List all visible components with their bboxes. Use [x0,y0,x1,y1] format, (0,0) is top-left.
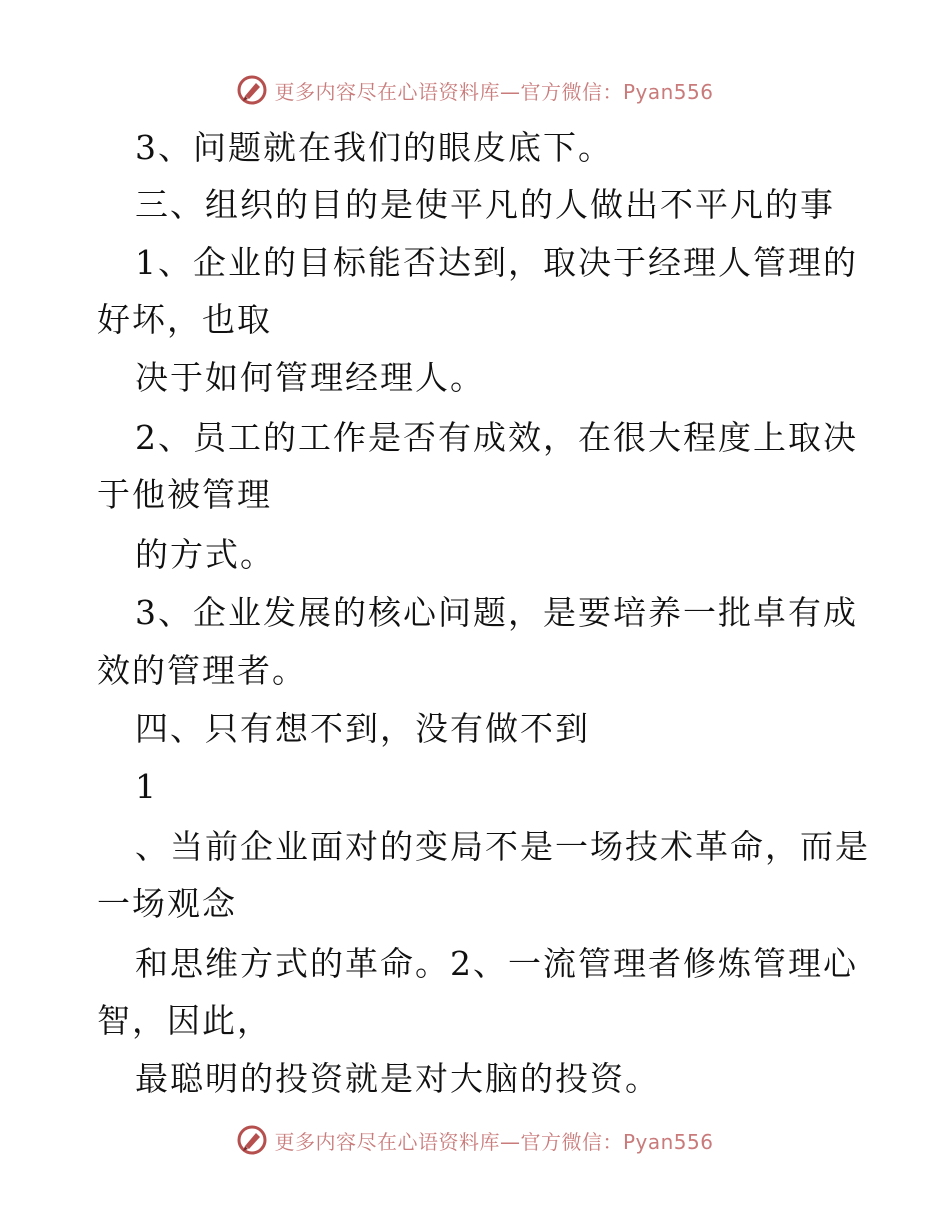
text-line: 3、企业发展的核心问题，是要培养一批卓有成 [135,593,858,632]
text-line: 的方式。 [135,535,275,574]
text-line: 一场观念 [97,884,237,923]
text-line: 、当前企业面对的变局不是一场技术革命，而是 [135,827,870,866]
text-line: 和思维方式的革命。2、一流管理者修炼管理心 [135,944,858,983]
pen-logo-icon [236,1124,268,1156]
banner-text: 更多内容尽在心语资料库—官方微信：Pyan556 [274,79,714,104]
text-line: 最聪明的投资就是对大脑的投资。 [135,1059,660,1098]
text-line: 智，因此， [97,1001,272,1040]
text-line: 三、组织的目的是使平凡的人做出不平凡的事 [135,185,835,224]
text-line: 决于如何管理经理人。 [135,358,485,397]
text-line: 1、企业的目标能否达到，取决于经理人管理的 [135,243,858,282]
text-line: 2、员工的工作是否有成效，在很大程度上取决 [135,418,858,457]
text-line: 3、问题就在我们的眼皮底下。 [135,128,613,167]
text-line: 1 [135,767,158,806]
text-line: 于他被管理 [97,475,272,514]
text-line: 效的管理者。 [97,651,307,690]
footer-banner [0,1120,950,1160]
header-banner [0,70,950,110]
text-line: 四、只有想不到，没有做不到 [135,709,590,748]
banner-text: 更多内容尽在心语资料库—官方微信：Pyan556 [274,1129,714,1154]
pen-logo-icon [236,74,268,106]
text-line: 好坏，也取 [97,300,272,339]
